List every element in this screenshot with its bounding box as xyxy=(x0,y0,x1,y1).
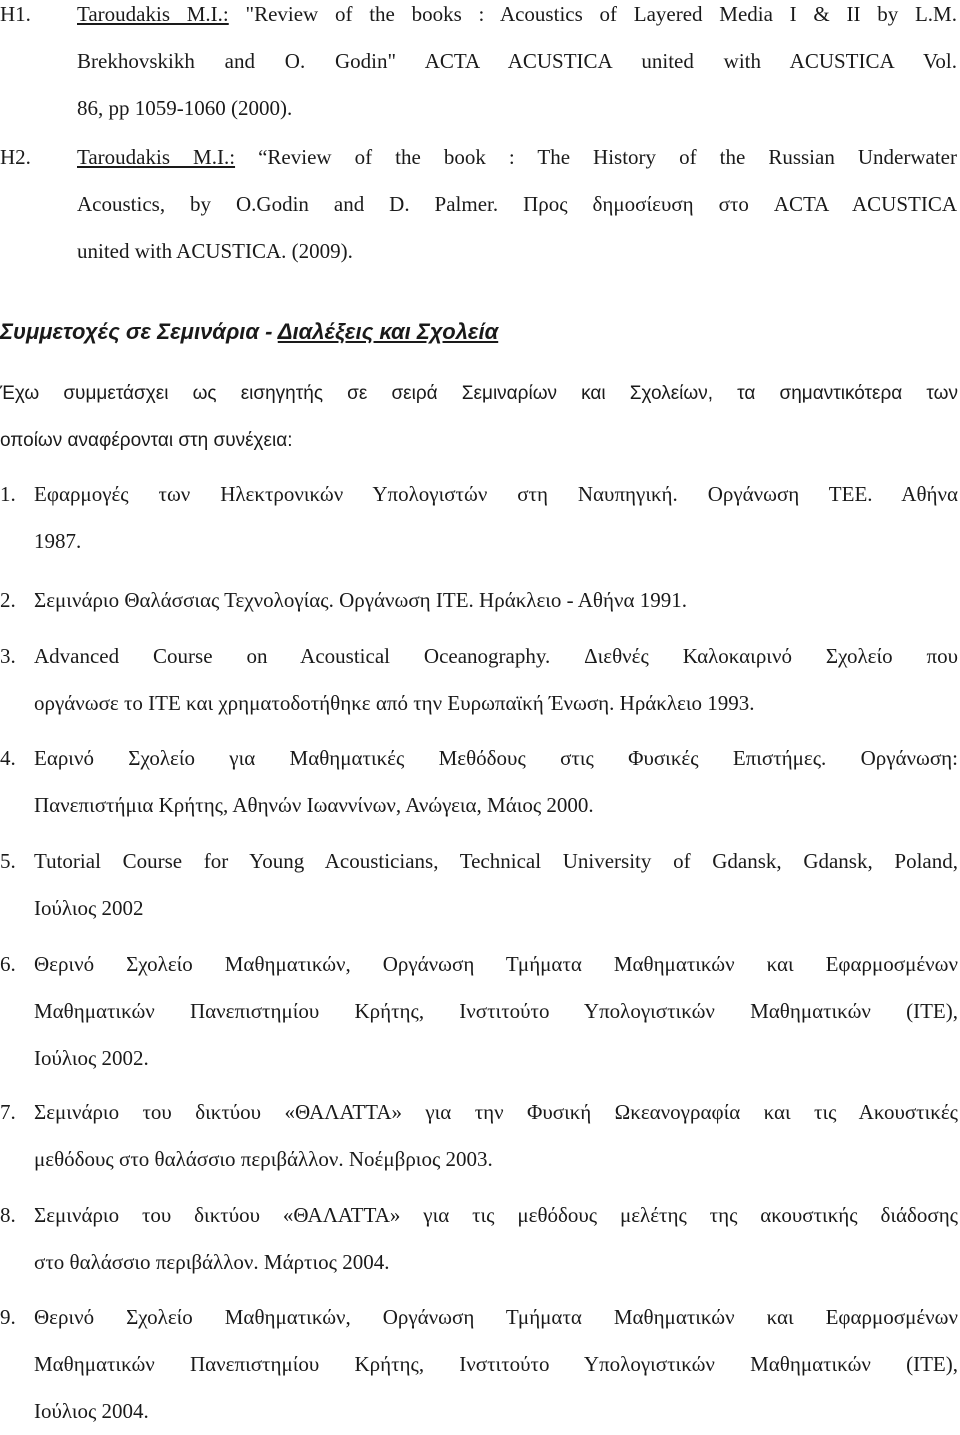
intro-line: οποίων αναφέρονται στη συνέχεια: xyxy=(0,430,293,451)
list-item-number: 3. xyxy=(0,644,16,668)
list-item-number: 1. xyxy=(0,482,16,506)
list-item-line: Advanced Course on Acoustical Oceanography. Διεθνές Καλοκαιρινό Σχολείο που xyxy=(34,644,958,668)
list-item-text xyxy=(34,471,958,565)
reference-line xyxy=(77,0,957,38)
list-item-line: Ιούλιος 2004. xyxy=(34,1399,149,1423)
reference-author: Taroudakis M.I.: xyxy=(77,145,236,169)
section-title-part: Συμμετοχές σε Σεμινάρια - xyxy=(0,319,278,344)
list-item-line: οργάνωσε το ΙΤΕ και χρηματοδοτήθηκε από την Ευρωπαϊκή Ένωση. Ηράκλειο 1993. xyxy=(34,691,755,715)
reference-title: "Review of the books : Acoustics of Layered Media I & II by L.M. xyxy=(228,2,957,26)
list-item-line: Tutorial Course for Young Acousticians, Technical University of Gdansk, Gdansk, Poland, xyxy=(34,849,958,873)
list-item-number: 2. xyxy=(0,588,16,612)
list-item-number: 6. xyxy=(0,952,16,976)
section-title xyxy=(0,312,498,352)
reference-text xyxy=(77,0,957,132)
list-item-line: μεθόδους στο θαλάσσιο περιβάλλον. Νοέμβριος 2003. xyxy=(34,1147,493,1171)
list-item-number: 5. xyxy=(0,849,16,873)
list-item-text xyxy=(34,1089,958,1183)
list-item-line: στο θαλάσσιο περιβάλλον. Μάρτιος 2004. xyxy=(34,1250,390,1274)
list-item-text xyxy=(34,838,958,932)
list-item-text xyxy=(34,941,958,1082)
list-item-text xyxy=(34,735,958,829)
list-item-text xyxy=(34,1192,958,1286)
list-item-line: Εαρινό Σχολείο για Μαθηματικές Μεθόδους στις Φυσικές Επιστήμες. Οργάνωση: xyxy=(34,746,958,770)
list-item-text xyxy=(34,577,958,624)
reference-line: 86, pp 1059-1060 (2000). xyxy=(77,96,293,120)
list-item-number: 9. xyxy=(0,1305,16,1329)
list-item-line: Ιούλιος 2002. xyxy=(34,1046,149,1070)
reference-line: united with ACUSTICA. (2009). xyxy=(77,239,353,263)
list-item-number: 8. xyxy=(0,1203,16,1227)
list-item-line: Θερινό Σχολείο Μαθηματικών, Οργάνωση Τμήματα Μαθηματικών και Εφαρμοσμένων xyxy=(34,952,958,976)
reference-line: Brekhovskikh and O. Godin" ACTA ACUSTICA united with ACUSTICA Vol. xyxy=(77,49,957,73)
reference-line: Acoustics, by O.Godin and D. Palmer. Προς δημοσίευση στο ACTA ACUSTICA xyxy=(77,192,957,216)
reference-line xyxy=(77,134,957,181)
list-item-line: Μαθηματικών Πανεπιστημίου Κρήτης, Ινστιτούτο Υπολογιστικών Μαθηματικών (ΙΤΕ), xyxy=(34,1352,958,1376)
list-item-line: Θερινό Σχολείο Μαθηματικών, Οργάνωση Τμήματα Μαθηματικών και Εφαρμοσμένων xyxy=(34,1305,958,1329)
intro-line: Έχω συμμετάσχει ως εισηγητής σε σειρά Σεμιναρίων και Σχολείων, τα σημαντικότερα των xyxy=(0,383,958,404)
list-item-number: 7. xyxy=(0,1100,16,1124)
section-title-part: Διαλέξεις και Σχολεία xyxy=(277,319,499,344)
list-item-line: Μαθηματικών Πανεπιστημίου Κρήτης, Ινστιτούτο Υπολογιστικών Μαθηματικών (ΙΤΕ), xyxy=(34,999,958,1023)
reference-number: H2. xyxy=(0,145,31,169)
list-item-line: Πανεπιστήμια Κρήτης, Αθηνών Ιωαννίνων, Ανώγεια, Μάιος 2000. xyxy=(34,793,594,817)
list-item-number: 4. xyxy=(0,746,16,770)
reference-text xyxy=(77,134,957,275)
list-item-line: Εφαρμογές των Ηλεκτρονικών Υπολογιστών στη Ναυπηγική. Οργάνωση ΤΕΕ. Αθήνα xyxy=(34,482,958,506)
section-intro xyxy=(0,370,958,464)
list-item-line: Σεμινάριο του δικτύου «ΘΑΛΑΤΤΑ» για τις μεθόδους μελέτης της ακουστικής διάδοσης xyxy=(34,1203,958,1227)
list-item-line: 1987. xyxy=(34,529,82,553)
list-item-line: Σεμινάριο Θαλάσσιας Τεχνολογίας. Οργάνωση ΙΤΕ. Ηράκλειο - Αθήνα 1991. xyxy=(34,588,687,612)
reference-number: H1. xyxy=(0,2,31,26)
reference-author: Taroudakis M.I.: xyxy=(77,2,229,26)
list-item-text xyxy=(34,633,958,727)
reference-title: “Review of the book : The History of the Russian Underwater xyxy=(235,145,957,169)
list-item-line: Σεμινάριο του δικτύου «ΘΑΛΑΤΤΑ» για την Φυσική Ωκεανογραφία και τις Ακουστικές xyxy=(34,1100,958,1124)
list-item-line: Ιούλιος 2002 xyxy=(34,896,144,920)
list-item-text xyxy=(34,1294,958,1435)
